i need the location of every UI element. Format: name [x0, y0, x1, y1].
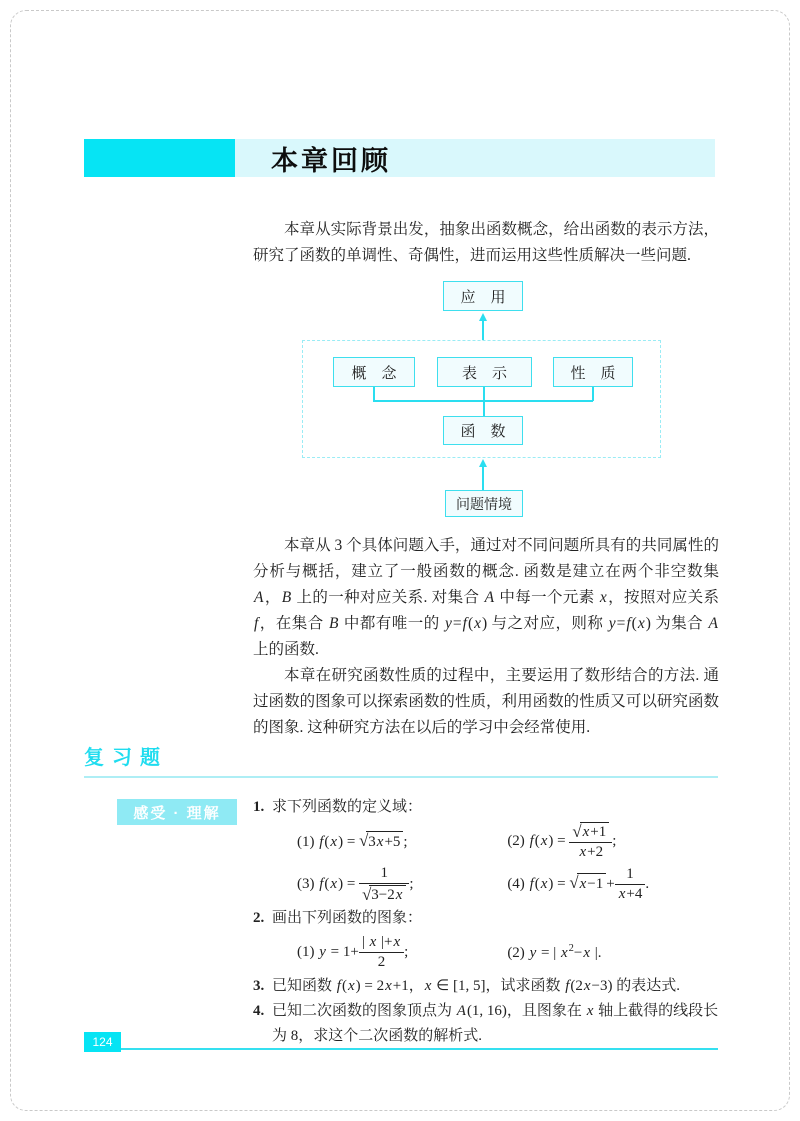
footer-divider [121, 1048, 718, 1050]
arrow-shaft [482, 465, 484, 490]
problem-1 [253, 795, 719, 906]
formula-row [272, 820, 719, 863]
header-accent-block [84, 139, 235, 177]
connector-left-drop [373, 387, 375, 401]
problem-number: 2. [253, 910, 265, 926]
problem-number: 1. [253, 799, 265, 815]
problem-text: 画出下列函数的图象： [272, 910, 423, 926]
formula-2-2: (2) y = | $x^2-x$ |. [507, 943, 602, 962]
diagram-box-application: 应 用 [443, 281, 523, 311]
summary-paragraph-1: 本章从 3 个具体问题入手，通过对不同问题所具有的共同属性的分析与概括，建立了一般函数的概念. 函数是建立在两个非空数集 A，B 上的一种对应关系. 对集合 A 中每一个元素 x，按照对应关系 f，在集合 B 中都有唯一的 y=f(x) 与之对应，则称 y=f(x) 为集合 A 上的函数. [253, 537, 719, 658]
summary-paragraph-block [253, 533, 719, 741]
problem-3 [253, 974, 719, 999]
intro-paragraph: 本章从实际背景出发，抽象出函数概念，给出函数的表示方法，研究了函数的单调性、奇偶性，进而运用这些性质解决一些问题. [253, 221, 719, 264]
problem-text: 求下列函数的定义域： [272, 799, 423, 815]
connector-middle-drop [483, 387, 485, 416]
diagram-box-problem-situation: 问题情境 [445, 490, 523, 517]
problem-number: 4. [253, 1003, 265, 1019]
page-title: 本章回顾 [271, 145, 391, 176]
problems-list [253, 795, 719, 1049]
formula-1-3: (3) f(x) = $\frac{1}{√3-2x}$ ; [297, 864, 414, 904]
header-band [235, 139, 715, 177]
formula-row [272, 931, 719, 974]
problem-text: 已知函数 f(x) = 2x+1，x ∈ [1, 5]，试求函数 f(2x−3) 的表达式. [272, 978, 681, 994]
formula-1-4: (4) f(x) = √x−1 + $\frac{1}{x+4}$ . [507, 865, 650, 902]
diagram-box-property: 性 质 [553, 357, 633, 387]
diagram-box-representation: 表 示 [437, 357, 532, 387]
arrow-shaft [482, 319, 484, 340]
problem-number: 3. [253, 978, 265, 994]
problem-2 [253, 906, 719, 974]
page-number-badge: 124 [84, 1032, 121, 1052]
summary-paragraph-2: 本章在研究函数性质的过程中，主要运用了数形结合的方法. 通过函数的图象可以探索函数的性质，利用函数的性质又可以研究函数的图象. 这种研究方法在以后的学习中会经常使用. [253, 667, 719, 736]
section-divider [84, 776, 718, 778]
formula-1-1: (1) f(x) = √3x+5 ; [297, 831, 408, 850]
problem-4 [253, 999, 719, 1049]
formula-row [272, 863, 719, 906]
level-badge: 感受 · 理解 [117, 799, 237, 825]
diagram-box-concept: 概 念 [333, 357, 415, 387]
review-section-title: 复习题 [84, 747, 168, 769]
connector-right-drop [592, 387, 594, 401]
formula-2-1: (1) y = 1+ $\frac{| x |+x}{2}$ ; [297, 933, 409, 970]
diagram-box-function: 函 数 [443, 416, 523, 445]
problem-text: 已知二次函数的图象顶点为 A(1, 16)，且图象在 x 轴上截得的线段长为 8，求这个二次函数的解析式. [272, 1003, 719, 1044]
intro-paragraph-block [253, 217, 719, 269]
formula-1-2: (2) f(x) = $\frac{√x+1}{x+2}$ ; [507, 821, 617, 861]
